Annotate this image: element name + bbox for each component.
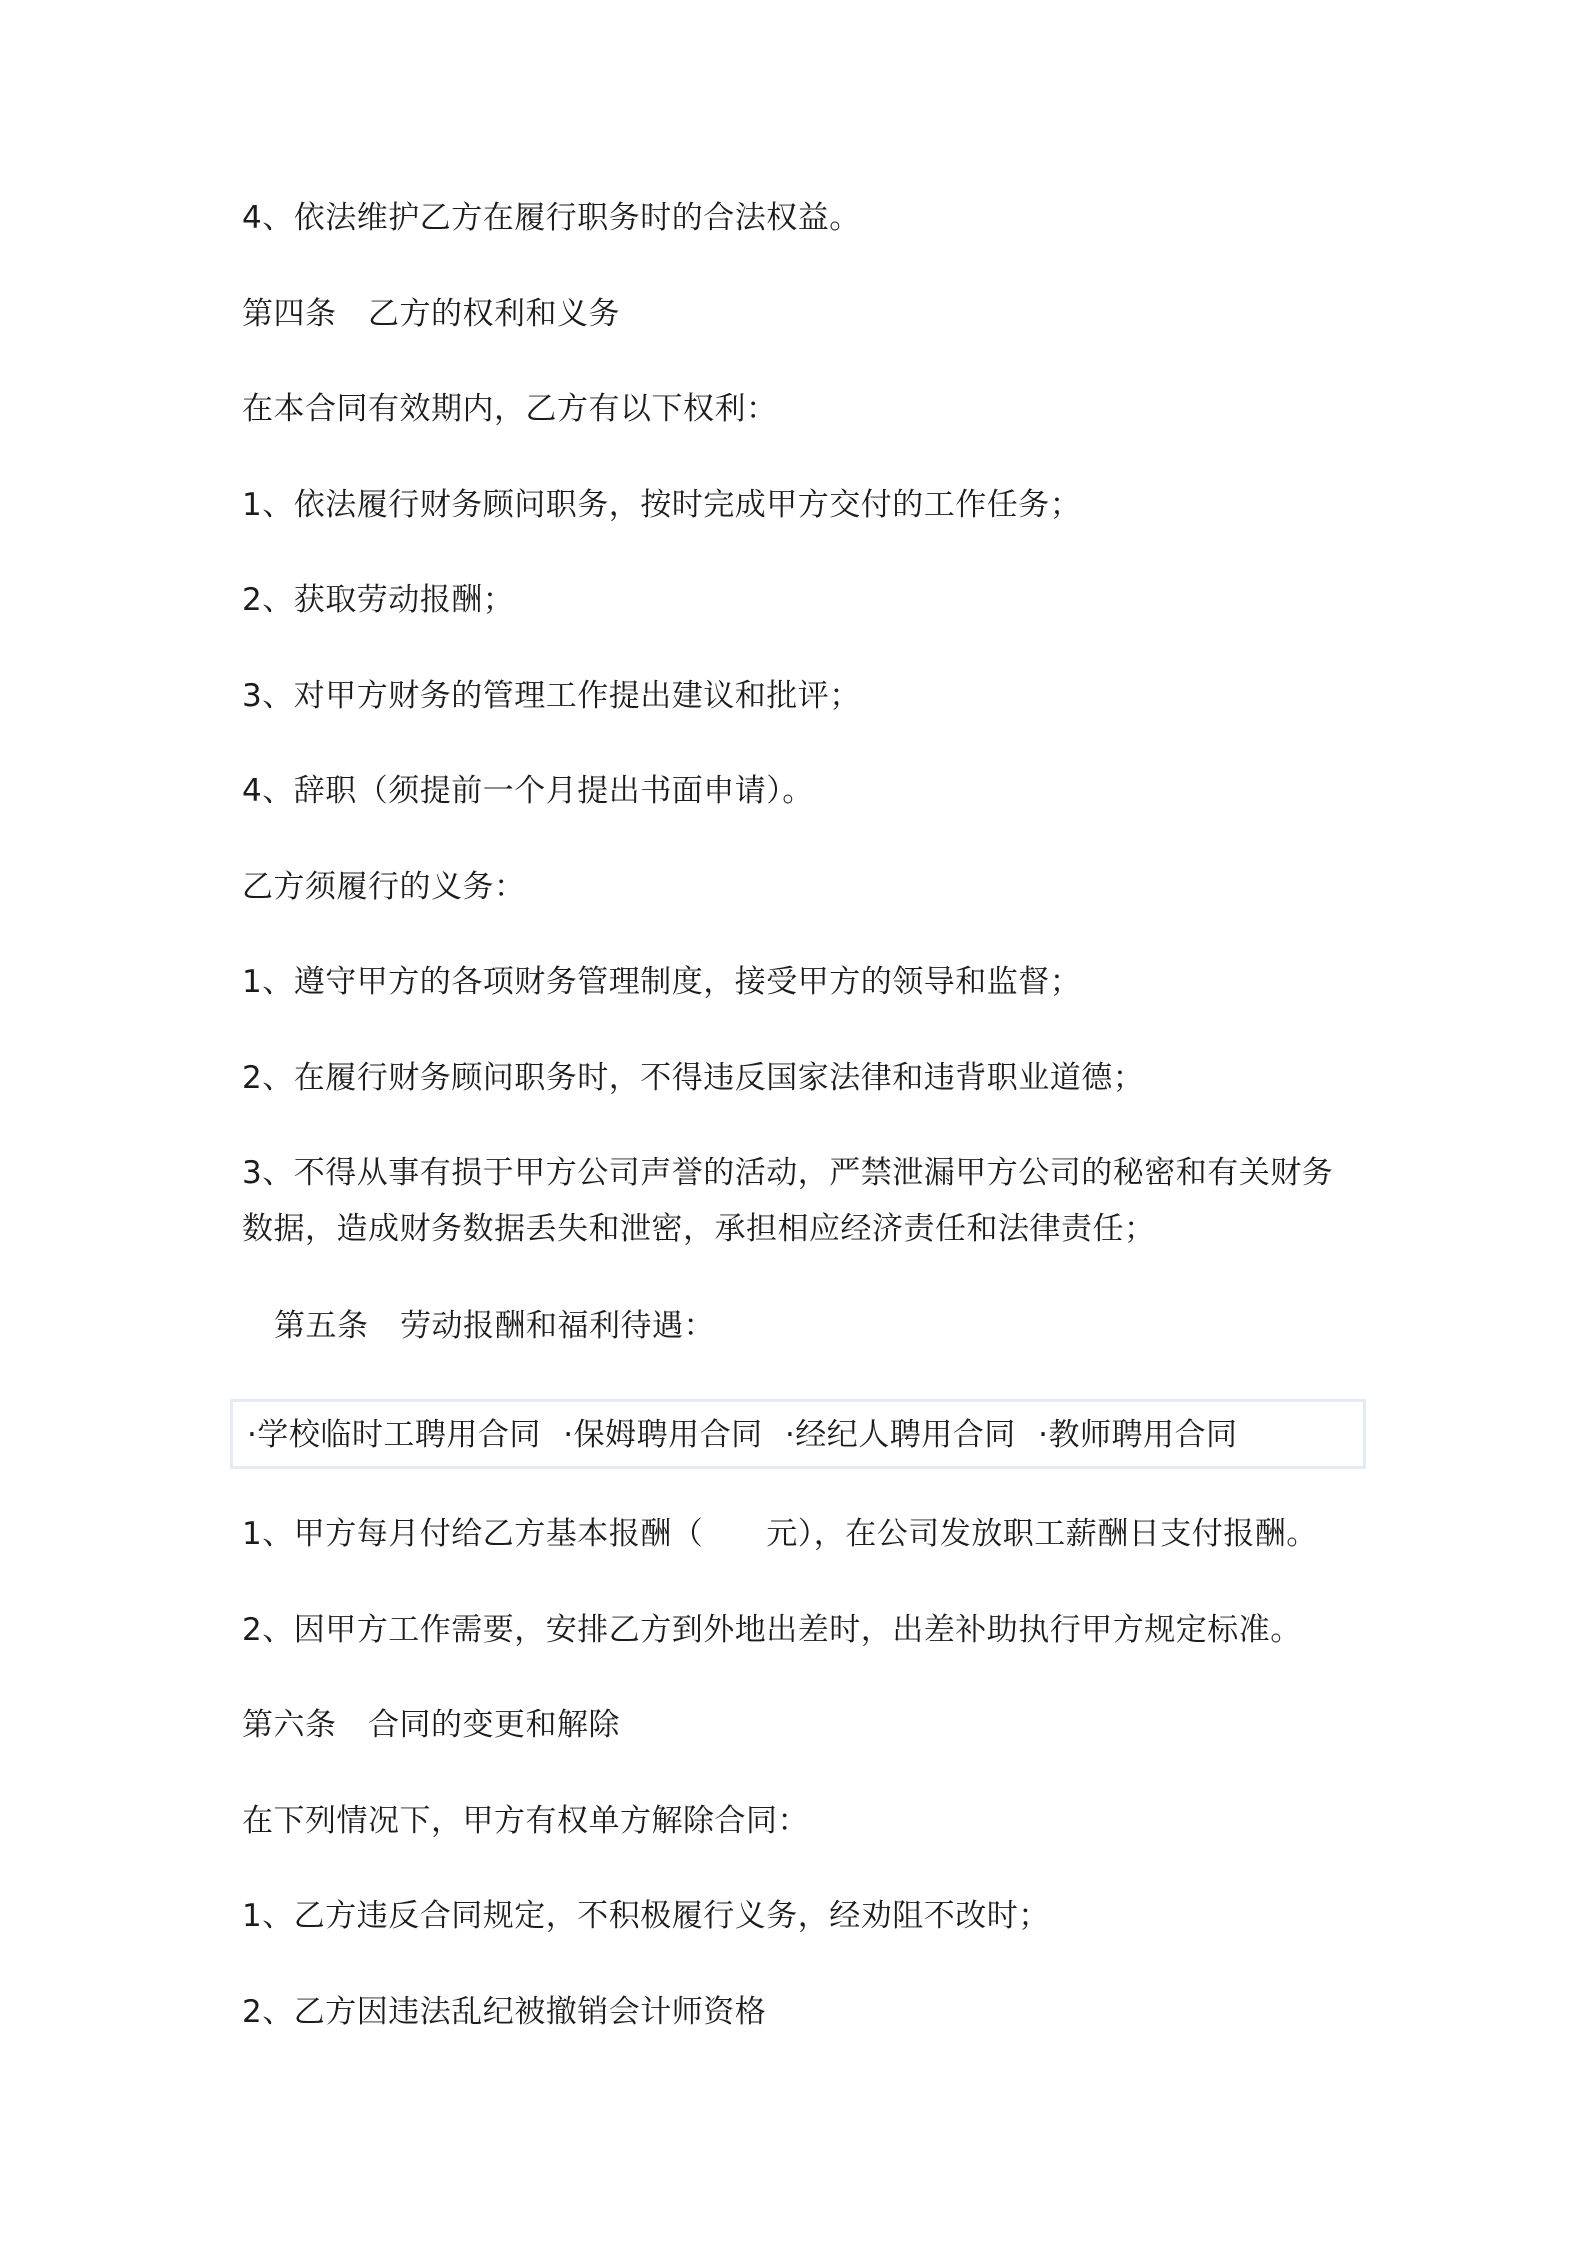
duties-item-1: 1、遵守甲方的各项财务管理制度，接受甲方的领导和监督； (242, 964, 1082, 1000)
clause-3-item-4: 4、依法维护乙方在履行职务时的合法权益。 (242, 200, 861, 236)
duties-item-3-line-2: 数据，造成财务数据丢失和泄密，承担相应经济责任和法律责任； (242, 1211, 1156, 1247)
termination-intro: 在下列情况下，甲方有权单方解除合同： (242, 1803, 809, 1839)
article-5-heading: 第五条 劳动报酬和福利待遇： (274, 1308, 715, 1344)
duties-item-2: 2、在履行财务顾问职务时，不得违反国家法律和违背职业道德； (242, 1060, 1145, 1096)
article-4-heading: 第四条 乙方的权利和义务 (242, 296, 620, 332)
related-link-teacher[interactable]: ·教师聘用合同 (1038, 1417, 1238, 1453)
pay-item-1: 1、甲方每月付给乙方基本报酬（ 元），在公司发放职工薪酬日支付报酬。 (242, 1516, 1318, 1552)
termination-item-2: 2、乙方因违法乱纪被撤销会计师资格 (242, 1994, 767, 2030)
rights-item-2: 2、获取劳动报酬； (242, 582, 515, 618)
rights-intro: 在本合同有效期内，乙方有以下权利： (242, 391, 778, 427)
rights-item-4: 4、辞职（须提前一个月提出书面申请）。 (242, 773, 814, 809)
duties-item-3-line-1: 3、不得从事有损于甲方公司声誉的活动，严禁泄漏甲方公司的秘密和有关财务 (242, 1155, 1334, 1191)
related-link-agent[interactable]: ·经纪人聘用合同 (784, 1417, 1016, 1453)
duties-intro: 乙方须履行的义务： (242, 869, 526, 905)
related-link-nanny[interactable]: ·保姆聘用合同 (563, 1417, 763, 1453)
article-6-heading: 第六条 合同的变更和解除 (242, 1707, 620, 1743)
rights-item-3: 3、对甲方财务的管理工作提出建议和批评； (242, 678, 861, 714)
termination-item-1: 1、乙方违反合同规定，不积极履行义务，经劝阻不改时； (242, 1898, 1050, 1934)
related-link-school-temp-worker[interactable]: ·学校临时工聘用合同 (247, 1417, 541, 1453)
rights-item-1: 1、依法履行财务顾问职务，按时完成甲方交付的工作任务； (242, 487, 1082, 523)
related-contracts-box (230, 1399, 1366, 1469)
pay-item-2: 2、因甲方工作需要，安排乙方到外地出差时，出差补助执行甲方规定标准。 (242, 1612, 1302, 1648)
related-contracts-list (247, 1411, 1238, 1459)
